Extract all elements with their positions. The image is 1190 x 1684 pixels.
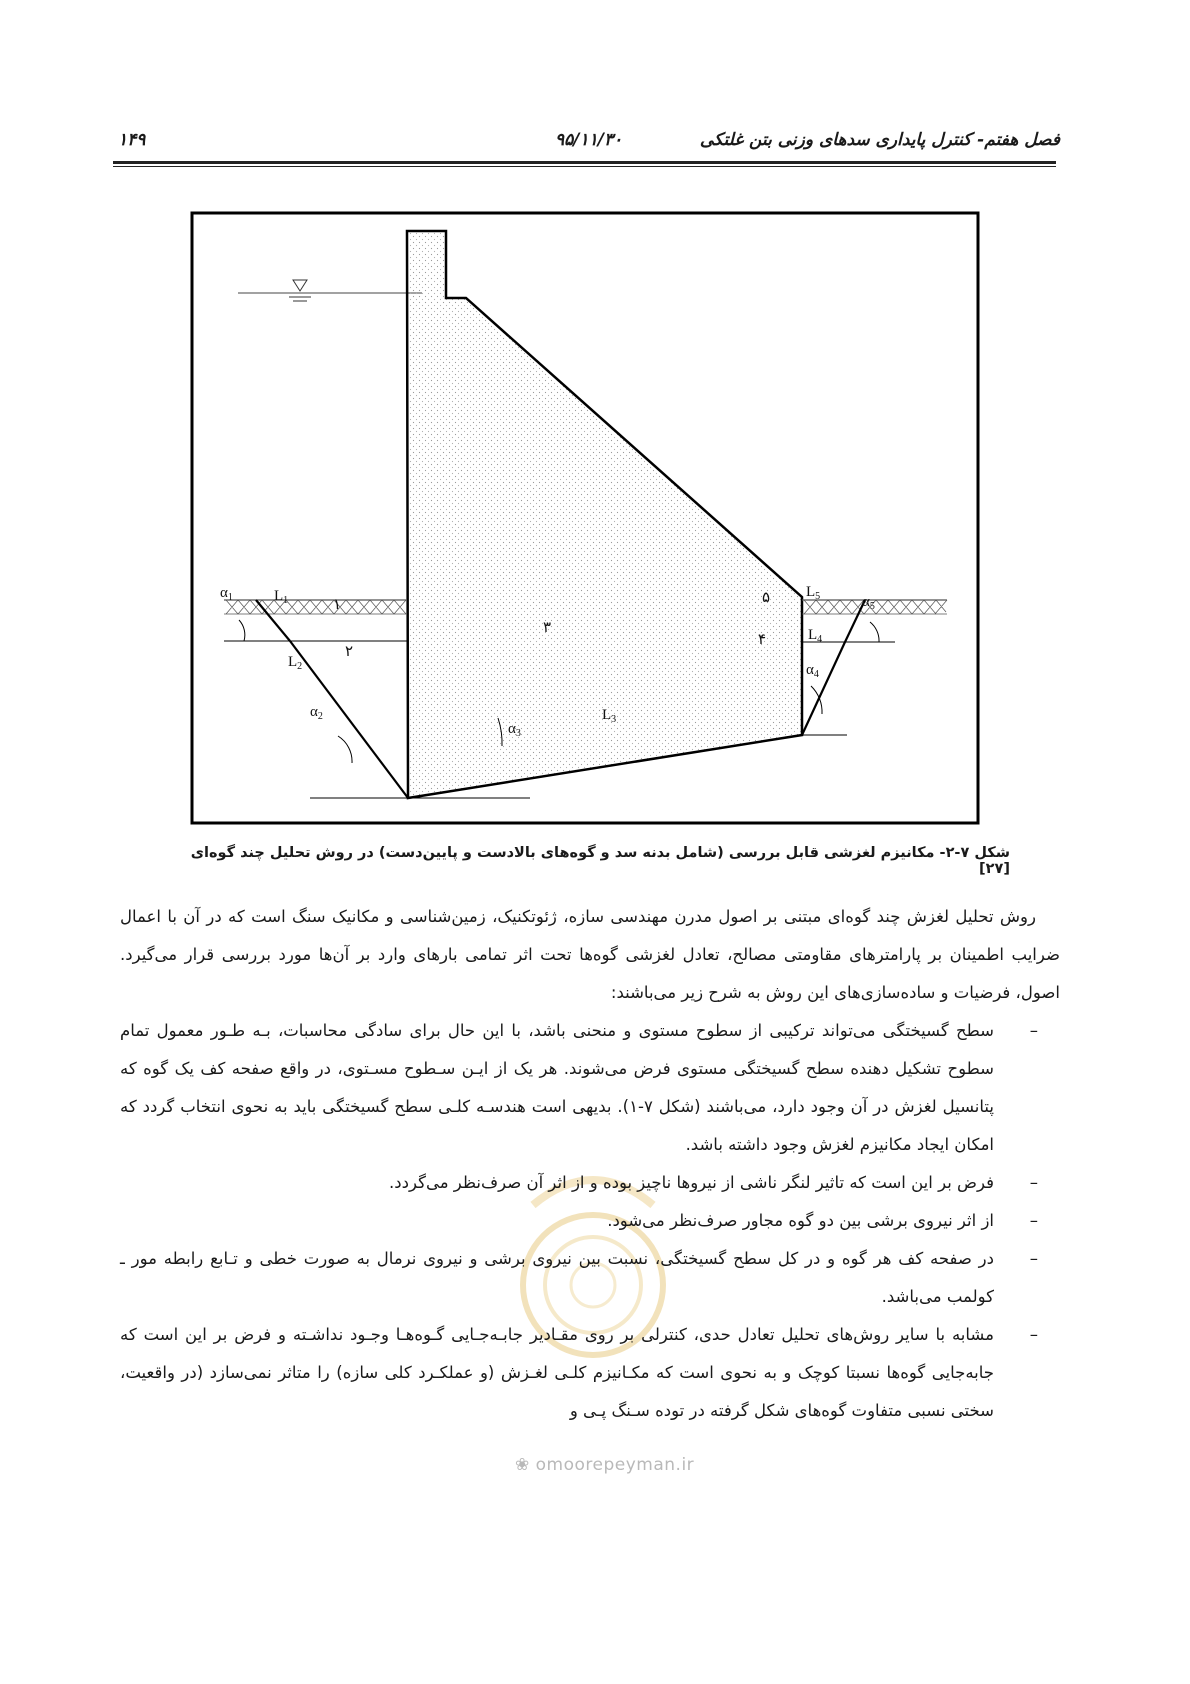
bullet-item: – فرض بر این است که تاثیر لنگر ناشی از نیروها ناچیز بوده و از اثر آن صرف‌نظر می‌گردد. xyxy=(120,1164,1060,1202)
watermark-url: ❀ omoorepeyman.ir xyxy=(515,1455,695,1475)
chapter-title: فصل هفتم- کنترل پایداری سدهای وزنی بتن غلتکی xyxy=(699,130,1060,150)
body-text xyxy=(120,898,1060,1430)
wedge-5-label: ۵ xyxy=(762,588,771,606)
header-date: ۹۵/۱۱/۳۰ xyxy=(555,130,623,150)
wedge-1-label: ۱ xyxy=(333,595,342,613)
header-rule-thin xyxy=(113,166,1056,167)
alpha-5-label: $\alpha_5$ xyxy=(862,594,875,612)
alpha-3-label: $\alpha_3$ xyxy=(508,721,521,739)
bullet-item: – سطح گسیختگی می‌تواند ترکیبی از سطوح مستوی و منحنی باشد، با این حال برای سادگی محاسبات، بـه طـور معمول تمام سطوح تشکیل دهنده سطح گسیختگی مستوی فرض می‌شوند. هر یک از ایـن سـطوح مسـتوی، در واقع صفحه کف یک گوه که پتانسیل لغزش در آن وجود دارد، می‌باشند (شکل ۷-۱). بدیهی است هندسـه کلـی سطح گسیختگی باید به نحوی انتخاب گردد که امکان ایجاد مکانیزم لغزش وجود داشته باشد. xyxy=(120,1012,1060,1164)
bullet-item: – در صفحه کف هر گوه و در کل سطح گسیختگی، نسبت بین نیروی برشی و نیروی نرمال به صورت خطی و تـابع رابطه مور ـ کولمب می‌باشد. xyxy=(120,1240,1060,1316)
header-rule xyxy=(113,161,1056,164)
figure-caption: شکل ۷-۲- مکانیزم لغزشی قابل بررسی (شامل بدنه سد و گوه‌های بالادست و پایین‌دست) در روش تحلیل چند گوه‌ای [۲۷] xyxy=(190,845,1010,877)
L5-label: $L_5$ xyxy=(806,584,821,602)
wedge-3-label: ۳ xyxy=(543,618,552,636)
wedge-4-label: ۴ xyxy=(758,630,767,648)
downstream-wedge-lines xyxy=(802,600,895,735)
bullet-dash: – xyxy=(1029,1211,1038,1230)
intro-paragraph: روش تحلیل لغزش چند گوه‌ای مبتنی بر اصول مدرن مهندسی سازه، ژئوتکنیک، زمین‌شناسی و مکانیک سنگ است که در آن با اعمال ضرایب اطمینان بر پارامترهای مقاومتی مصالح، تعادل لغزشی گوه‌ها تحت اثر تمامی بارهای وارد بر آن‌ها مورد بررسی قرار می‌گیرد. اصول، فرضیات و ساده‌سازی‌های این روش به شرح زیر می‌باشند: xyxy=(120,907,1060,1002)
page-number: ۱۴۹ xyxy=(118,130,146,150)
L4-label: $L_4$ xyxy=(808,627,823,645)
dam-figure xyxy=(190,211,981,827)
bullet-dash: – xyxy=(1029,1249,1038,1268)
bullet-dash: – xyxy=(1029,1021,1038,1040)
bullet-item: – از اثر نیروی برشی بین دو گوه مجاور صرف‌نظر می‌شود. xyxy=(120,1202,1060,1240)
bullet-dash: – xyxy=(1029,1173,1038,1192)
bullet-dash: – xyxy=(1029,1325,1038,1344)
L1-label: $L_1$ xyxy=(274,588,289,606)
L2-label: $L_2$ xyxy=(288,654,303,672)
alpha-4-label: $\alpha_4$ xyxy=(806,662,819,680)
water-level-icon xyxy=(238,280,422,301)
ground-hatch-upstream xyxy=(224,600,407,614)
wedge-2-label: ۲ xyxy=(345,642,354,660)
alpha-2-label: $\alpha_2$ xyxy=(310,704,323,722)
bullet-item: – مشابه با سایر روش‌های تحلیل تعادل حدی، کنترلی بر روی مقـادیر جابـه‌جـایی گـوه‌هـا وجـود نداشـته و فرض بر این است که جابه‌جایی گوه‌ها نسبتا کوچک و به نحوی است که مکـانیزم کلـی لغـزش (و عملکـرد کلی سازه) را متاثر نمی‌سازد (در واقعیت، سختی نسبی متفاوت گوه‌های شکل گرفته در توده سـنگ پـی و xyxy=(120,1316,1060,1430)
alpha-1-label: $\alpha_1$ xyxy=(220,585,233,603)
L3-label: $L_3$ xyxy=(602,707,617,725)
